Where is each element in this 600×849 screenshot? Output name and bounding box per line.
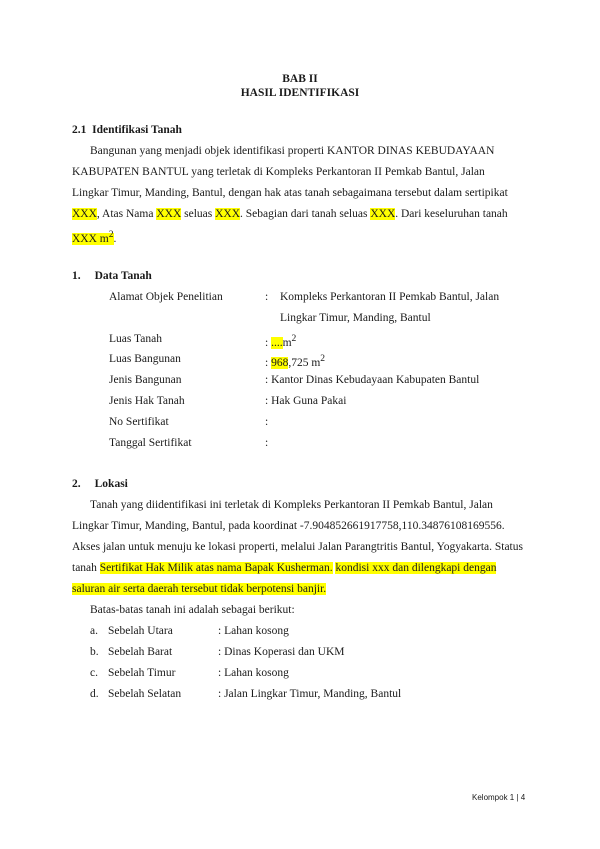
list-item-value: : Dinas Koperasi dan UKM bbox=[218, 646, 345, 658]
paragraph-line: XXX, Atas Nama XXX seluas XXX. Sebagian dari tanah seluas XXX. Dari keseluruhan tanah bbox=[72, 208, 508, 220]
paragraph-line: Lingkar Timur, Manding, Bantul, dengan hak atas tanah sebagaimana tersebut dalam sertipikat bbox=[72, 187, 508, 199]
paragraph-line: KABUPATEN BANTUL yang terletak di Kompleks Perkantoran II Pemkab Bantul, Jalan bbox=[72, 166, 485, 178]
paragraph-line: Batas-batas tanah ini adalah sebagai berikut: bbox=[90, 604, 295, 616]
list-item-marker: c. bbox=[90, 667, 98, 679]
field-label: Jenis Bangunan bbox=[109, 374, 182, 386]
list-item-label: Sebelah Selatan bbox=[108, 688, 182, 700]
list-item-label: Sebelah Utara bbox=[108, 625, 173, 637]
chapter-title: HASIL IDENTIFIKASI bbox=[240, 87, 360, 99]
field-value: : $....m^2$ bbox=[265, 333, 297, 349]
field-label: Alamat Objek Penelitian bbox=[109, 291, 223, 303]
field-value: : Hak Guna Pakai bbox=[265, 395, 347, 407]
field-value: : Kantor Dinas Kebudayaan Kabupaten Bantul bbox=[265, 374, 480, 386]
list-item-label: Sebelah Barat bbox=[108, 646, 173, 658]
field-value: : 968,725 $m^2$ bbox=[265, 353, 326, 369]
field-separator: : bbox=[265, 416, 269, 428]
field-label: Tanggal Sertifikat bbox=[109, 437, 192, 449]
paragraph-line: saluran air serta daerah tersebut tidak berpotensi banjir. bbox=[72, 583, 327, 595]
list-item-marker: b. bbox=[90, 646, 99, 658]
field-label: Jenis Hak Tanah bbox=[109, 395, 185, 407]
list-item-label: Sebelah Timur bbox=[108, 667, 176, 679]
chapter-heading: BAB II bbox=[282, 73, 318, 85]
page-footer: Kelompok 1 | 4 bbox=[472, 793, 526, 802]
list-item-marker: d. bbox=[90, 688, 99, 700]
list-item-value: : Jalan Lingkar Timur, Manding, Bantul bbox=[218, 688, 402, 700]
field-label: Luas Tanah bbox=[109, 333, 162, 345]
paragraph-line: Tanah yang diidentifikasi ini terletak di Kompleks Perkantoran II Pemkab Bantul, Jalan bbox=[90, 499, 493, 511]
paragraph-line: XXX $m^2$. bbox=[72, 229, 117, 245]
paragraph-line: Lingkar Timur, Manding, Bantul, pada koordinat -7.904852661917758,110.34876108169556. bbox=[72, 520, 505, 532]
section-heading-2-1: 2.1 Identifikasi Tanah bbox=[72, 124, 182, 136]
field-value-continued: Lingkar Timur, Manding, Bantul bbox=[280, 312, 431, 324]
paragraph-line: Bangunan yang menjadi objek identifikasi properti KANTOR DINAS KEBUDAYAAN bbox=[90, 145, 495, 157]
list-item-value: : Lahan kosong bbox=[218, 625, 289, 637]
paragraph-line: Akses jalan untuk menuju ke lokasi properti, melalui Jalan Parangtritis Bantul, Yogyakarta. Status bbox=[72, 541, 523, 553]
section-heading-data-tanah: 1. Data Tanah bbox=[72, 270, 152, 282]
list-item-marker: a. bbox=[90, 625, 98, 637]
field-label: No Sertifikat bbox=[109, 416, 169, 428]
field-separator: : bbox=[265, 291, 269, 303]
field-separator: : bbox=[265, 437, 269, 449]
field-value: Kompleks Perkantoran II Pemkab Bantul, Jalan bbox=[280, 291, 500, 303]
list-item-value: : Lahan kosong bbox=[218, 667, 289, 679]
paragraph-line: tanah Sertifikat Hak Milik atas nama Bapak Kusherman. kondisi xxx dan dilengkapi dengan bbox=[72, 562, 497, 574]
field-label: Luas Bangunan bbox=[109, 353, 181, 365]
section-heading-lokasi: 2. Lokasi bbox=[72, 478, 128, 490]
